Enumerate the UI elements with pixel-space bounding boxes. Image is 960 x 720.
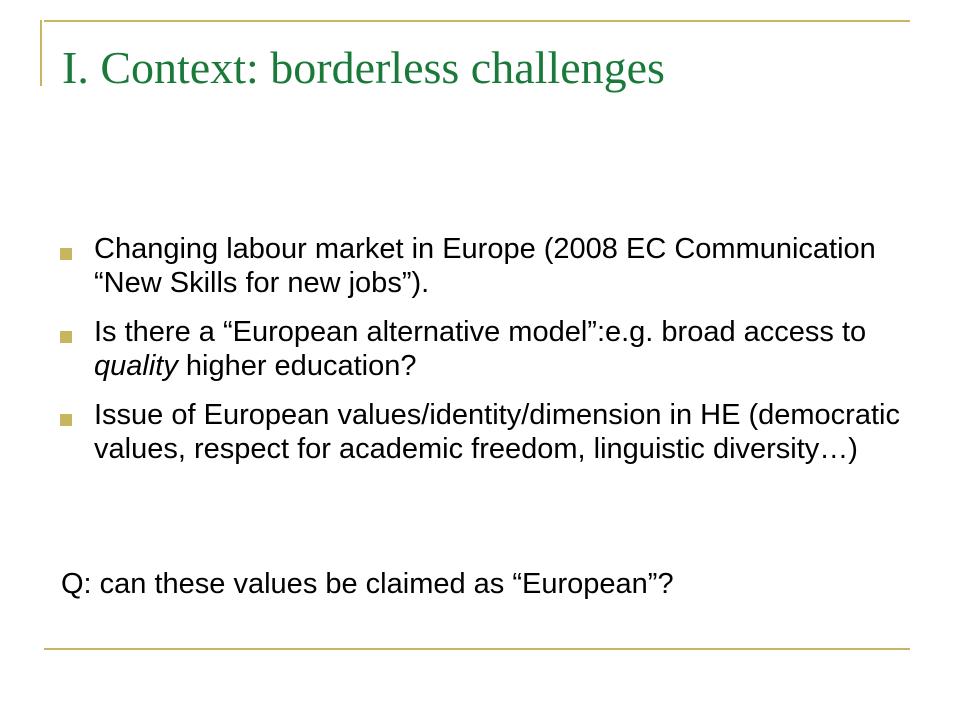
bullet-item-labour-market bbox=[60, 232, 910, 300]
square-bullet-icon bbox=[60, 248, 72, 260]
square-bullet-icon bbox=[60, 331, 72, 343]
bullet-text-before: Is there a “European alternative model”:e.g. broad access to bbox=[94, 316, 867, 348]
bullet-text: Changing labour market in Europe (2008 EC Communication “New Skills for new jobs”). bbox=[94, 233, 876, 299]
left-rule bbox=[40, 20, 42, 86]
bullet-item-alternative-model bbox=[60, 315, 910, 383]
question-text: Q: can these values be claimed as “European”? bbox=[61, 568, 674, 600]
bottom-rule bbox=[44, 648, 910, 650]
top-rule bbox=[44, 20, 910, 22]
bullet-item-european-values bbox=[60, 398, 910, 466]
bullet-text-emphasis: quality bbox=[94, 350, 178, 382]
bullet-list bbox=[60, 232, 910, 481]
slide-title: I. Context: borderless challenges bbox=[62, 42, 665, 93]
bullet-text bbox=[94, 315, 910, 383]
bullet-text-after: higher education? bbox=[177, 350, 417, 382]
square-bullet-icon bbox=[60, 414, 72, 426]
bullet-text: Issue of European values/identity/dimension in HE (democratic values, respect for academic freedom, linguistic diversity…) bbox=[94, 399, 900, 465]
